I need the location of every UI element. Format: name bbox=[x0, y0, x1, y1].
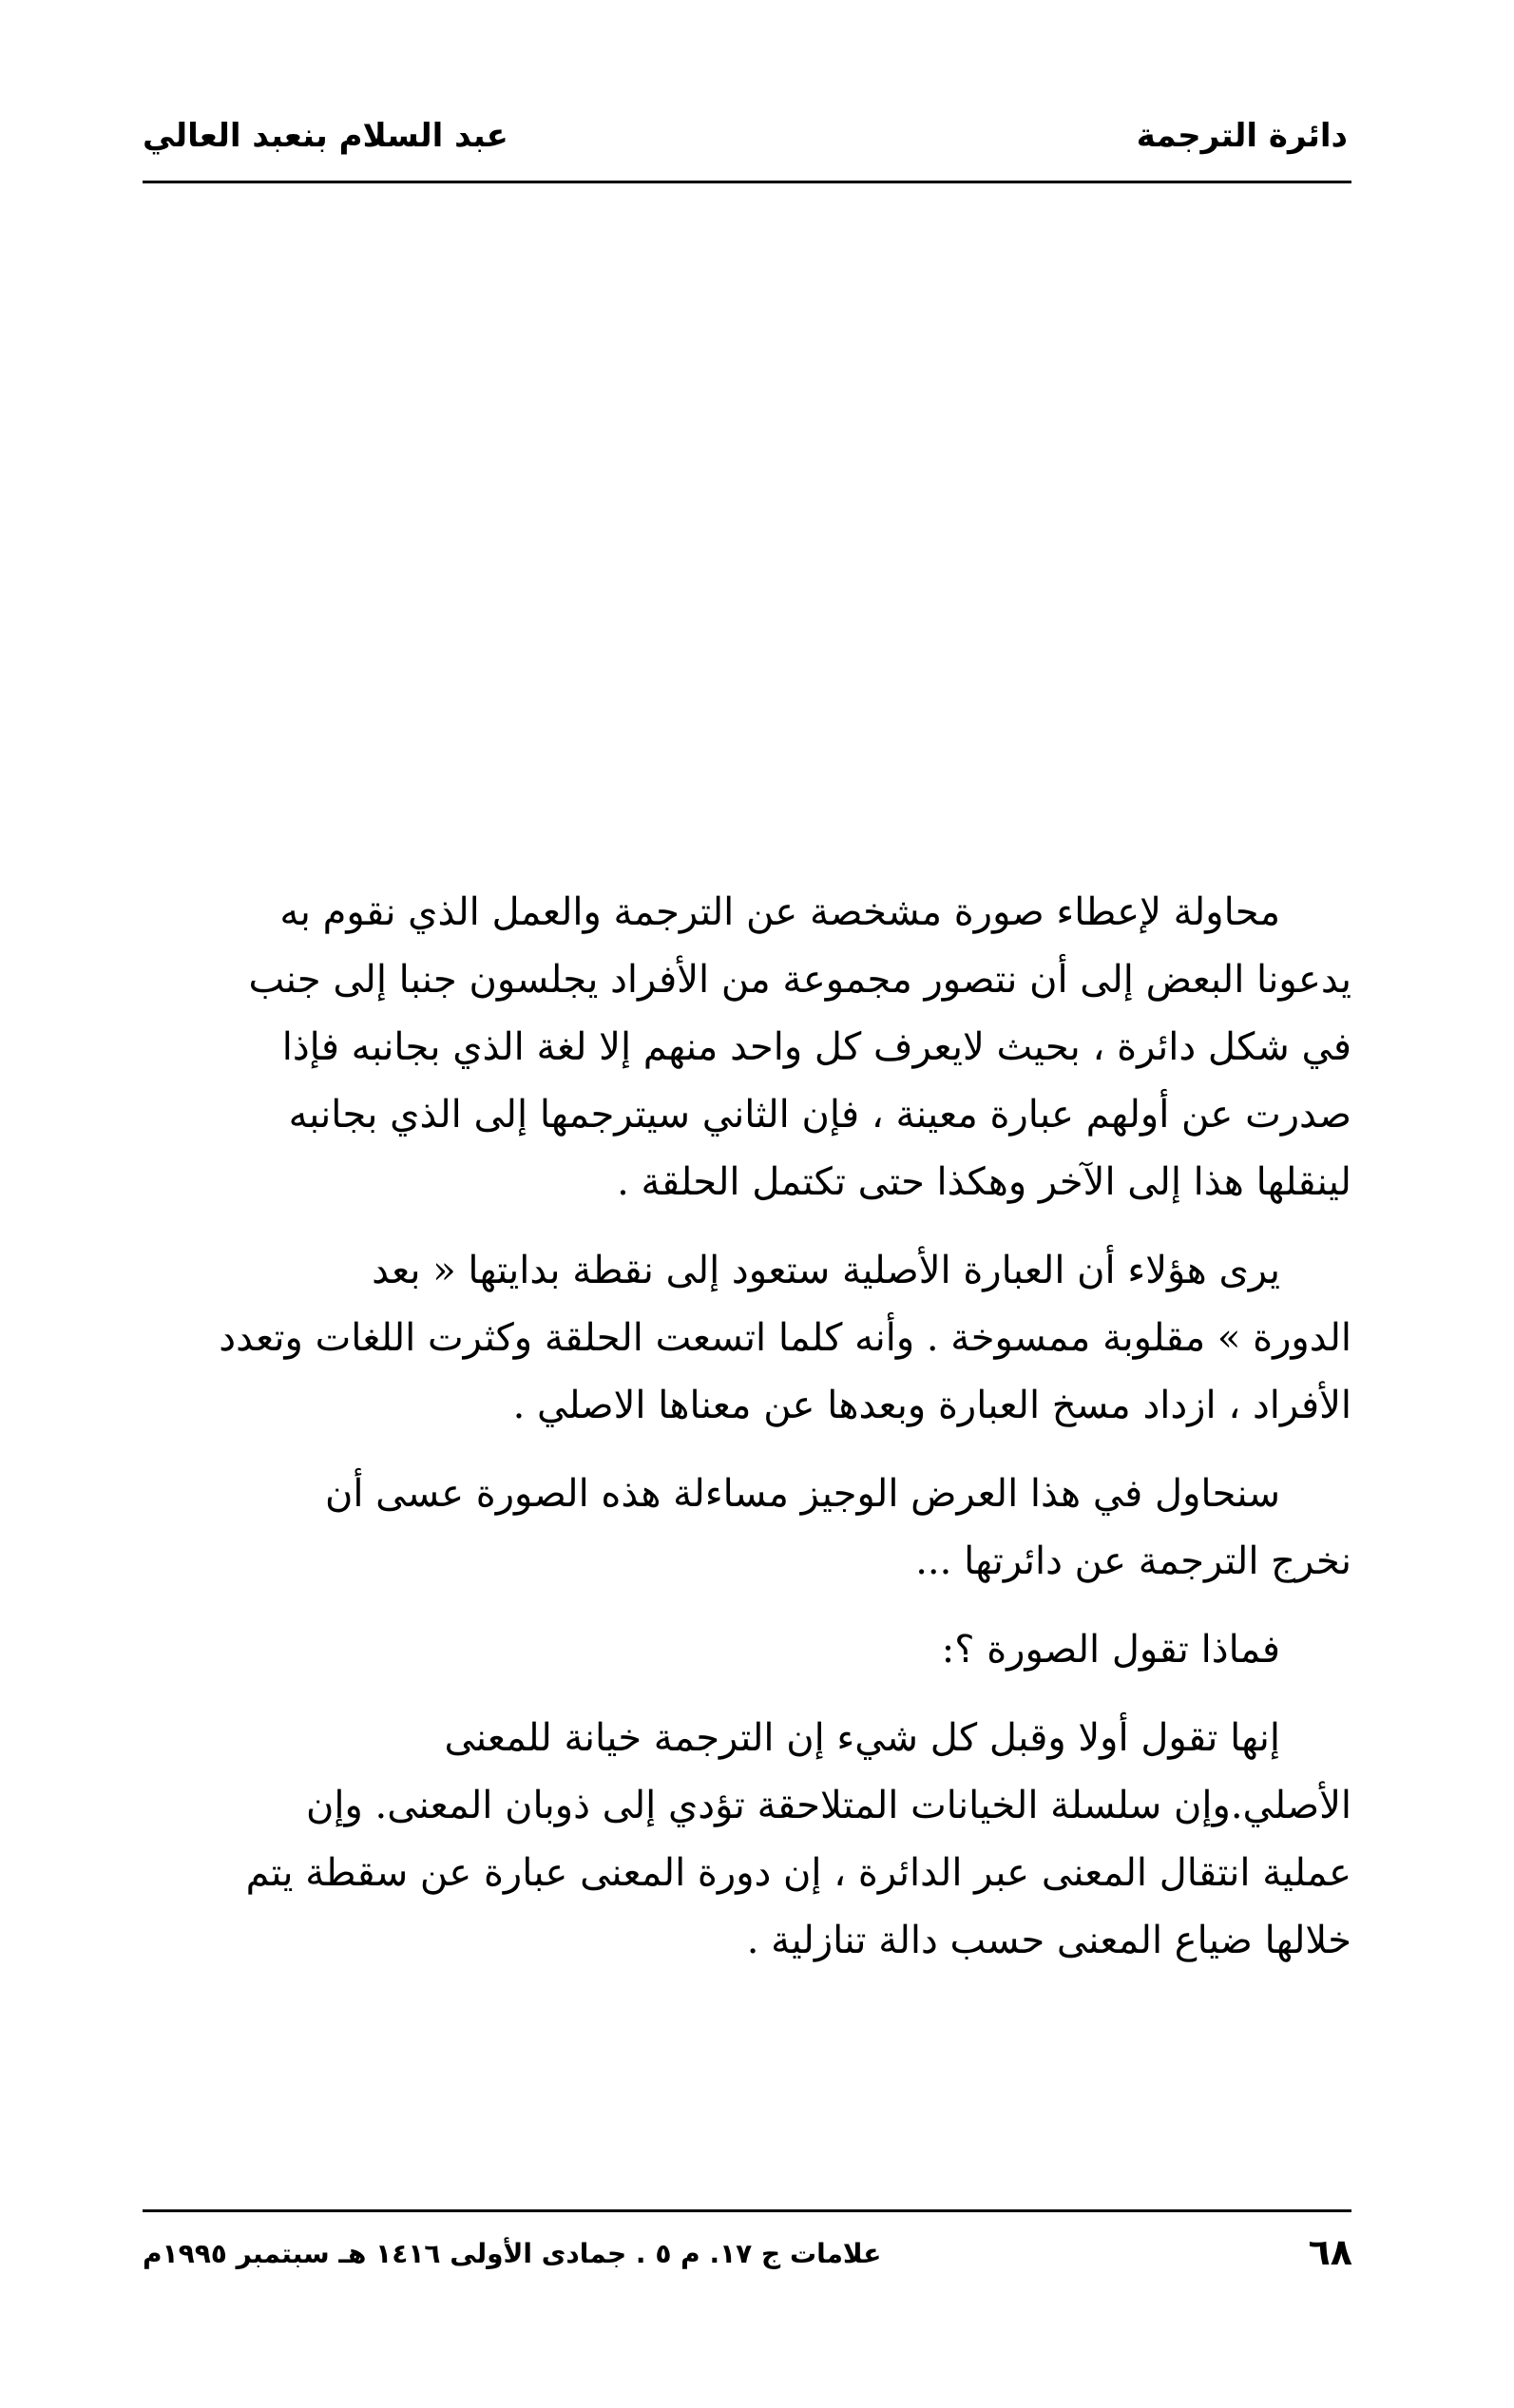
running-author-name: عبد السلام بنعبد العالي bbox=[143, 117, 508, 155]
paragraph-1: محاولة لإعطاء صورة مشخصة عن الترجمة والعمل الذي نقوم به يدعونا البعض إلى أن نتصور مجموعة من الأفراد يجلسون جنبا إلى جنب في شكل دائرة ، بحيث لايعرف كل واحد منهم إلا لغة الذي بجانبه فإذا صدرت عن أولهم عبارة معينة ، فإن الثاني سيترجمها إلى الذي بجانبه لينقلها هذا إلى الآخر وهكذا حتى تكتمل الحلقة . bbox=[248, 890, 1351, 1204]
running-section-title: دائرة الترجمة bbox=[1136, 117, 1348, 155]
article-body bbox=[143, 879, 1351, 1996]
page-number: ٦٨ bbox=[1308, 2231, 1352, 2273]
paragraph-2: يرى هؤلاء أن العبارة الأصلية ستعود إلى نقطة بدايتها « بعد الدورة » مقلوبة ممسوخة . وأنه كلما اتسعت الحلقة وكثرت اللغات وتعدد الأفراد ، ازداد مسخ العبارة وبعدها عن معناها الاصلي . bbox=[219, 1249, 1351, 1427]
paragraph-4: فماذا تقول الصورة ؟: bbox=[941, 1628, 1280, 1672]
footer-divider bbox=[143, 2209, 1351, 2212]
journal-citation: علامات ج ١٧. م ٥ . جمادى الأولى ١٤١٦ هـ سبتمبر ١٩٩٥م bbox=[143, 2238, 882, 2269]
header-divider bbox=[143, 181, 1351, 183]
paragraph-5: إنها تقول أولا وقبل كل شيء إن الترجمة خيانة للمعنى الأصلي.وإن سلسلة الخيانات المتلاحقة تؤدي إلى ذوبان المعنى. وإن عملية انتقال المعنى عبر الدائرة ، إن دورة المعنى عبارة عن سقطة يتم خلالها ضياع المعنى حسب دالة تنازلية . bbox=[245, 1716, 1351, 1962]
paragraph-3: سنحاول في هذا العرض الوجيز مساءلة هذه الصورة عسى أن نخرج الترجمة عن دائرتها ... bbox=[324, 1472, 1351, 1583]
